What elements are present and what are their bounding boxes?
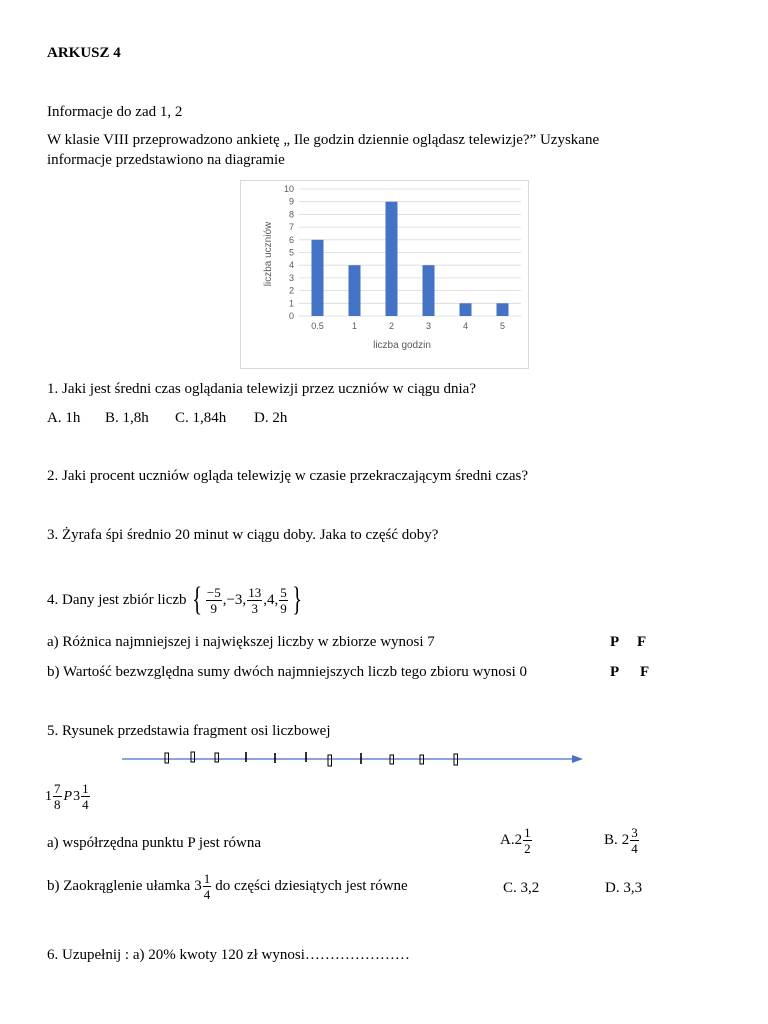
bar-0.5 [312,240,324,316]
q4-statement-a: a) Różnica najmniejszej i największej liczby w zbiorze wynosi 7 [47,634,435,650]
y-tick-label: 10 [283,184,294,194]
q1-option-c: C. 1,84h [175,410,227,426]
q4a-false[interactable]: F [637,634,647,650]
q5-option-d[interactable]: D. 3,3 [605,880,643,896]
q4b-true[interactable]: P [610,664,620,680]
q5-option-a[interactable] [500,826,533,855]
q5-option-b-whole: 2 [621,832,630,848]
question-5: 5. Rysunek przedstawia fragment osi liczbowej [47,723,331,739]
q5-option-b[interactable] [604,826,640,855]
number-line-mark [191,752,195,762]
question-4-intro [47,583,305,617]
y-tick-label: 5 [288,247,294,258]
intro-line-2: informacje przedstawiono na diagramie [47,152,285,168]
x-tick-label: 5 [499,321,506,331]
info-heading: Informacje do zad 1, 2 [47,104,183,120]
label-fraction-2-num: 1 [82,781,89,796]
q5-b-fraction [203,872,212,901]
set-fraction-2-num: 13 [248,584,262,600]
y-axis-label: liczba uczniów [263,221,274,287]
q5-option-a-fraction [523,826,532,855]
y-tick-label: 4 [288,260,294,271]
label-fraction-1-den: 8 [54,797,61,812]
question-6: 6. Uzupełnij : a) 20% kwoty 120 zł wynosi………………… [47,947,410,963]
set-element-minus-3: ,−3, [222,591,247,608]
q1-option-d: D. 2h [254,410,288,426]
q5-b-text-post: do części dziesiątych jest równe [215,878,408,894]
q4a-true[interactable]: P [610,634,620,650]
chart-frame [240,180,529,369]
q4-statement-b: b) Wartość bezwzględna sumy dwóch najmniejszych liczb tego zbioru wynosi 0 [47,664,528,680]
set-element-4: ,4, [263,591,279,608]
q5-option-b-den: 4 [631,841,638,856]
label-fraction-1 [53,782,62,811]
arrow-head-icon [572,755,583,763]
question-1: 1. Jaki jest średni czas oglądania telewizji przez uczniów w ciągu dnia? [47,381,476,397]
q5-statement-a: a) współrzędna punktu P jest równa [47,835,261,851]
q5-option-a-den: 2 [524,841,531,856]
q5-b-text-pre: b) Zaokrąglenie ułamka [47,878,191,894]
q5-option-b-prefix: B. [604,832,618,848]
number-line [118,748,588,770]
x-tick-label: 2 [388,321,395,331]
x-tick-label: 3 [425,321,432,331]
q4-intro-text: 4. Dany jest zbiór liczb [47,591,187,608]
bar-chart [241,181,528,368]
bar-2 [386,202,398,316]
q1-option-b: B. 1,8h [105,410,149,426]
set-fraction-1-num: −5 [206,584,221,600]
q5-option-b-fraction [630,826,639,855]
q1-option-a: A. 1h [47,410,81,426]
x-axis-label: liczba godzin [373,340,431,351]
set-fraction-3-num: 5 [280,584,287,600]
label-point-p: P [63,788,73,804]
q4b-false[interactable]: F [640,664,650,680]
set-fraction-1-den: 9 [210,600,218,616]
x-tick-label: 4 [462,321,469,331]
q5-option-c[interactable]: C. 3,2 [503,880,540,896]
y-tick-label: 8 [288,209,294,220]
q5-b-num: 1 [203,871,211,886]
q5-option-a-whole: 2 [514,832,523,848]
number-line-mark [328,755,332,766]
y-tick-label: 1 [288,298,294,309]
y-tick-label: 3 [288,272,294,283]
set-fraction-1 [206,586,222,615]
number-line-mark [215,753,219,762]
set-fraction-3 [279,586,288,615]
set-fraction-2 [247,586,262,615]
question-2: 2. Jaki procent uczniów ogląda telewizję w czasie przekraczającym średni czas? [47,468,529,484]
q5-b-den: 4 [203,887,211,902]
label-whole-2: 3 [73,788,81,804]
y-tick-label: 9 [288,196,294,207]
y-tick-label: 7 [288,222,294,233]
bar-4 [460,303,472,316]
brace-left: { [191,581,202,618]
y-tick-label: 6 [288,234,294,245]
bar-1 [349,265,361,316]
number-line-mark [165,753,169,763]
q5-statement-b [47,872,408,901]
set-fraction-3-den: 9 [280,600,287,616]
y-tick-label: 0 [288,311,294,321]
label-fraction-2 [81,782,90,811]
bar-3 [423,265,435,316]
q5-b-whole: 3 [194,878,202,894]
q5-option-a-prefix: A. [500,832,515,848]
y-tick-label: 2 [288,285,294,296]
intro-line-1: W klasie VIII przeprowadzono ankietę „ Ile godzin dziennie oglądasz telewizje?” Uzyskane [47,132,600,148]
q5-option-b-num: 3 [631,825,638,840]
bar-5 [497,303,509,316]
label-fraction-1-num: 7 [54,781,61,796]
label-whole-1: 1 [45,788,52,804]
x-tick-label: 0.5 [311,321,324,331]
number-line-labels [45,782,91,811]
q5-option-a-num: 1 [524,825,531,840]
label-fraction-2-den: 4 [82,797,89,812]
sheet-title: ARKUSZ 4 [47,45,121,61]
x-tick-label: 1 [351,321,358,331]
brace-right: } [291,581,302,618]
question-3: 3. Żyrafa śpi średnio 20 minut w ciągu doby. Jaka to część doby? [47,527,439,543]
set-fraction-2-den: 3 [251,600,258,616]
